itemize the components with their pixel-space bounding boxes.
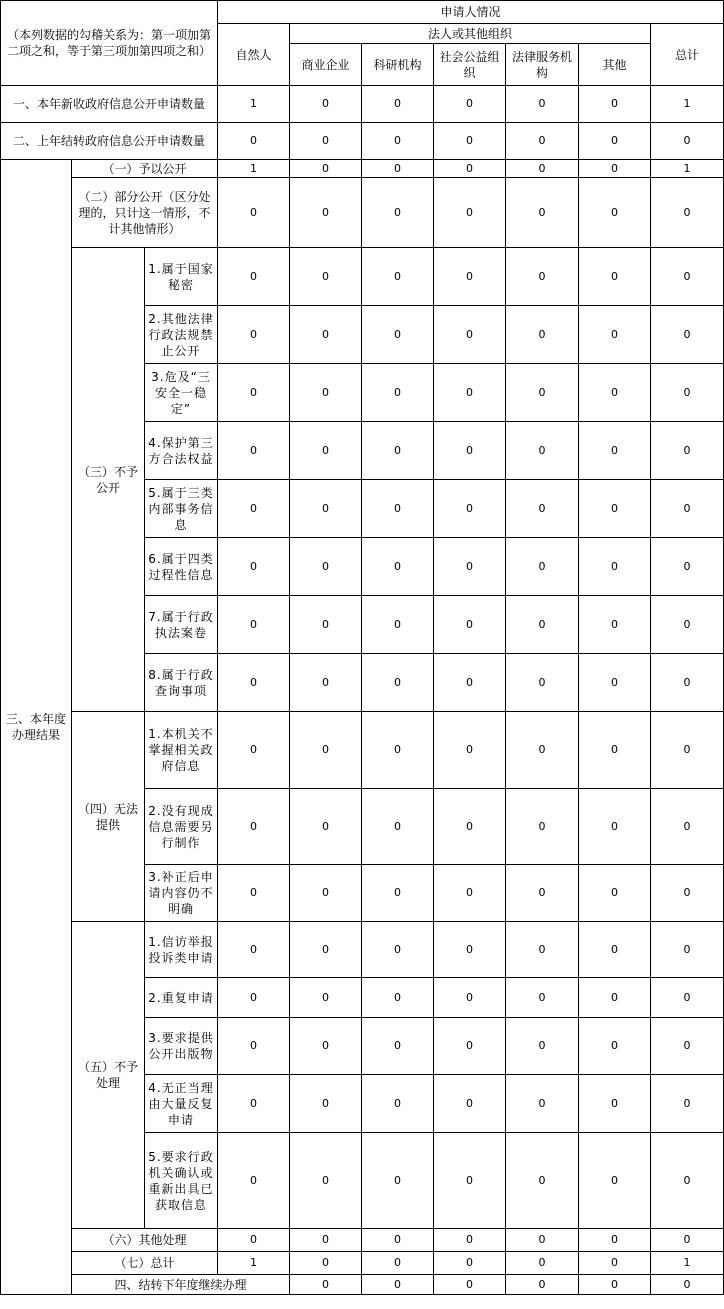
reconciliation-note: （本列数据的勾稽关系为：第一项加第二项之和，等于第三项加第四项之和） — [1, 1, 218, 86]
value-cell: 0 — [218, 1018, 290, 1075]
value-cell: 0 — [579, 538, 651, 596]
value-cell: 0 — [434, 1252, 506, 1275]
legal-group-header: 法人或其他组织 — [290, 24, 651, 44]
value-cell: 0 — [506, 160, 579, 178]
row-label: 四、结转下年度继续办理 — [72, 1275, 290, 1295]
value-cell: 0 — [651, 123, 724, 160]
value-cell: 0 — [218, 654, 290, 712]
value-cell: 0 — [362, 1229, 434, 1252]
value-cell: 0 — [651, 978, 724, 1018]
value-cell: 0 — [434, 306, 506, 364]
value-cell: 0 — [362, 789, 434, 865]
value-cell: 0 — [579, 1275, 651, 1295]
value-cell: 0 — [362, 1018, 434, 1075]
subcategory-label: 1.信访举报投诉类申请 — [145, 922, 218, 978]
value-cell: 0 — [506, 364, 579, 422]
table-row — [1, 1275, 724, 1295]
value-cell: 0 — [434, 712, 506, 789]
value-cell: 0 — [506, 1133, 579, 1229]
subcategory-label: 1.属于国家秘密 — [145, 248, 218, 306]
value-cell: 0 — [362, 1133, 434, 1229]
value-cell: 0 — [651, 1075, 724, 1133]
value-cell: 0 — [579, 922, 651, 978]
category-label: （六）其他处理 — [72, 1229, 218, 1252]
value-cell: 0 — [290, 654, 362, 712]
value-cell: 0 — [290, 789, 362, 865]
value-cell: 0 — [434, 538, 506, 596]
value-cell: 0 — [506, 1075, 579, 1133]
value-cell: 0 — [218, 1229, 290, 1252]
subcategory-label: 4.无正当理由大量反复申请 — [145, 1075, 218, 1133]
value-cell: 0 — [506, 422, 579, 480]
value-cell: 0 — [218, 978, 290, 1018]
value-cell: 0 — [290, 1133, 362, 1229]
legal-type-header: 其他 — [579, 44, 651, 86]
value-cell: 0 — [506, 1275, 579, 1295]
row-label: 一、本年新收政府信息公开申请数量 — [1, 86, 218, 123]
value-cell: 0 — [362, 1075, 434, 1133]
table-row — [1, 922, 724, 978]
value-cell: 0 — [506, 1018, 579, 1075]
value-cell: 0 — [362, 160, 434, 178]
value-cell: 0 — [290, 712, 362, 789]
value-cell: 0 — [290, 865, 362, 922]
value-cell: 0 — [506, 654, 579, 712]
row-label: 二、上年结转政府信息公开申请数量 — [1, 123, 218, 160]
value-cell: 0 — [434, 422, 506, 480]
value-cell: 0 — [218, 712, 290, 789]
value-cell: 0 — [362, 922, 434, 978]
table-row — [1, 712, 724, 789]
value-cell: 1 — [651, 160, 724, 178]
value-cell: 0 — [362, 248, 434, 306]
value-cell: 0 — [506, 789, 579, 865]
value-cell: 0 — [651, 1133, 724, 1229]
subcategory-label: 2.重复申请 — [145, 978, 218, 1018]
value-cell: 0 — [218, 306, 290, 364]
value-cell: 0 — [290, 123, 362, 160]
group-label: 三、本年度办理结果 — [1, 160, 72, 1295]
value-cell: 0 — [290, 922, 362, 978]
value-cell: 0 — [434, 1133, 506, 1229]
table-row — [1, 178, 724, 248]
value-cell: 0 — [651, 364, 724, 422]
value-cell: 0 — [506, 480, 579, 538]
value-cell: 0 — [506, 1252, 579, 1275]
value-cell: 0 — [218, 596, 290, 654]
value-cell: 0 — [434, 978, 506, 1018]
value-cell: 0 — [362, 712, 434, 789]
value-cell: 0 — [651, 865, 724, 922]
table-row — [1, 123, 724, 160]
table-row — [1, 1229, 724, 1252]
value-cell: 0 — [290, 1275, 362, 1295]
value-cell: 1 — [218, 1252, 290, 1275]
subcategory-label: 1.本机关不掌握相关政府信息 — [145, 712, 218, 789]
subcategory-label: 2.没有现成信息需要另行制作 — [145, 789, 218, 865]
subcategory-label: 3.危及“三安全一稳定” — [145, 364, 218, 422]
subcategory-label: 4.保护第三方合法权益 — [145, 422, 218, 480]
value-cell: 0 — [218, 364, 290, 422]
value-cell: 0 — [362, 978, 434, 1018]
category-label: （三）不予公开 — [72, 248, 145, 712]
value-cell: 0 — [290, 1018, 362, 1075]
value-cell: 0 — [579, 865, 651, 922]
value-cell: 0 — [579, 306, 651, 364]
value-cell: 0 — [434, 480, 506, 538]
value-cell: 0 — [218, 922, 290, 978]
value-cell: 0 — [434, 865, 506, 922]
category-label: （二）部分公开（区分处理的，只计这一情形，不计其他情形） — [72, 178, 218, 248]
value-cell: 0 — [290, 160, 362, 178]
value-cell: 0 — [506, 248, 579, 306]
value-cell: 0 — [506, 306, 579, 364]
value-cell: 0 — [579, 248, 651, 306]
value-cell: 0 — [651, 480, 724, 538]
value-cell: 0 — [506, 86, 579, 123]
value-cell: 0 — [362, 123, 434, 160]
value-cell: 0 — [651, 712, 724, 789]
value-cell: 0 — [290, 1229, 362, 1252]
value-cell: 0 — [651, 922, 724, 978]
value-cell: 0 — [579, 1018, 651, 1075]
subcategory-label: 6.属于四类过程性信息 — [145, 538, 218, 596]
value-cell: 0 — [290, 306, 362, 364]
value-cell: 0 — [579, 480, 651, 538]
value-cell: 0 — [651, 538, 724, 596]
value-cell: 0 — [362, 86, 434, 123]
value-cell: 0 — [290, 178, 362, 248]
value-cell: 0 — [434, 654, 506, 712]
value-cell: 0 — [434, 922, 506, 978]
legal-type-header: 社会公益组织 — [434, 44, 506, 86]
table-row — [1, 160, 724, 178]
value-cell: 0 — [362, 178, 434, 248]
value-cell: 0 — [506, 865, 579, 922]
value-cell: 0 — [651, 422, 724, 480]
value-cell: 0 — [579, 123, 651, 160]
value-cell: 0 — [290, 1252, 362, 1275]
value-cell: 0 — [362, 364, 434, 422]
value-cell: 0 — [218, 123, 290, 160]
value-cell: 0 — [362, 306, 434, 364]
value-cell: 0 — [290, 248, 362, 306]
value-cell: 0 — [579, 160, 651, 178]
natural-person-header: 自然人 — [218, 24, 290, 86]
value-cell: 0 — [290, 364, 362, 422]
subcategory-label: 7.属于行政执法案卷 — [145, 596, 218, 654]
applicant-info-header: 申请人情况 — [218, 1, 724, 24]
value-cell: 0 — [218, 248, 290, 306]
value-cell: 0 — [651, 1229, 724, 1252]
value-cell: 0 — [218, 538, 290, 596]
value-cell: 0 — [434, 364, 506, 422]
value-cell: 0 — [579, 596, 651, 654]
value-cell: 0 — [218, 422, 290, 480]
value-cell: 0 — [651, 1018, 724, 1075]
value-cell: 0 — [434, 248, 506, 306]
value-cell: 0 — [651, 596, 724, 654]
table-row — [1, 1252, 724, 1275]
value-cell: 0 — [434, 1075, 506, 1133]
header-row-1 — [1, 1, 724, 24]
value-cell: 0 — [290, 596, 362, 654]
value-cell: 0 — [290, 86, 362, 123]
legal-type-header: 法律服务机构 — [506, 44, 579, 86]
value-cell: 0 — [434, 86, 506, 123]
subcategory-label: 3.补正后申请内容仍不明确 — [145, 865, 218, 922]
value-cell: 0 — [579, 1133, 651, 1229]
value-cell: 0 — [579, 422, 651, 480]
value-cell: 0 — [362, 422, 434, 480]
table-body — [1, 1, 724, 1295]
value-cell: 0 — [362, 538, 434, 596]
value-cell: 0 — [579, 86, 651, 123]
value-cell: 0 — [506, 178, 579, 248]
value-cell: 0 — [290, 422, 362, 480]
value-cell: 0 — [362, 1252, 434, 1275]
value-cell: 0 — [218, 178, 290, 248]
value-cell: 0 — [362, 480, 434, 538]
value-cell: 1 — [651, 86, 724, 123]
legal-type-header: 商业企业 — [290, 44, 362, 86]
value-cell: 0 — [506, 1229, 579, 1252]
value-cell: 0 — [362, 865, 434, 922]
value-cell: 0 — [579, 1075, 651, 1133]
value-cell: 0 — [579, 712, 651, 789]
value-cell: 0 — [579, 789, 651, 865]
value-cell: 0 — [362, 1275, 434, 1295]
value-cell: 1 — [218, 86, 290, 123]
value-cell: 1 — [218, 160, 290, 178]
category-label: （七）总计 — [72, 1252, 218, 1275]
value-cell: 1 — [651, 1252, 724, 1275]
value-cell: 0 — [506, 712, 579, 789]
value-cell: 0 — [290, 480, 362, 538]
value-cell: 0 — [506, 123, 579, 160]
category-label: （一）予以公开 — [72, 160, 218, 178]
value-cell: 0 — [579, 654, 651, 712]
table-row — [1, 248, 724, 306]
value-cell: 0 — [651, 306, 724, 364]
value-cell: 0 — [434, 596, 506, 654]
value-cell: 0 — [434, 1018, 506, 1075]
value-cell: 0 — [218, 789, 290, 865]
value-cell: 0 — [218, 1133, 290, 1229]
value-cell: 0 — [218, 1075, 290, 1133]
value-cell: 0 — [434, 160, 506, 178]
total-header: 总计 — [651, 24, 724, 86]
value-cell: 0 — [506, 978, 579, 1018]
value-cell: 0 — [434, 1229, 506, 1252]
value-cell: 0 — [290, 978, 362, 1018]
subcategory-label: 5.要求行政机关确认或重新出具已获取信息 — [145, 1133, 218, 1229]
value-cell: 0 — [651, 248, 724, 306]
value-cell: 0 — [218, 865, 290, 922]
subcategory-label: 2.其他法律行政法规禁止公开 — [145, 306, 218, 364]
value-cell: 0 — [579, 978, 651, 1018]
value-cell: 0 — [579, 178, 651, 248]
value-cell: 0 — [434, 123, 506, 160]
legal-type-header: 科研机构 — [362, 44, 434, 86]
value-cell: 0 — [506, 538, 579, 596]
category-label: （五）不予处理 — [72, 922, 145, 1229]
subcategory-label: 8.属于行政查询事项 — [145, 654, 218, 712]
value-cell: 0 — [506, 596, 579, 654]
value-cell: 0 — [579, 1252, 651, 1275]
value-cell: 0 — [362, 596, 434, 654]
subcategory-label: 3.要求提供公开出版物 — [145, 1018, 218, 1075]
value-cell: 0 — [651, 1275, 724, 1295]
table-row — [1, 86, 724, 123]
value-cell: 0 — [362, 654, 434, 712]
value-cell: 0 — [579, 364, 651, 422]
value-cell: 0 — [651, 654, 724, 712]
value-cell: 0 — [651, 178, 724, 248]
value-cell: 0 — [506, 922, 579, 978]
value-cell: 0 — [579, 1229, 651, 1252]
value-cell: 0 — [434, 1275, 506, 1295]
category-label: （四）无法提供 — [72, 712, 145, 922]
value-cell: 0 — [434, 178, 506, 248]
value-cell: 0 — [434, 789, 506, 865]
value-cell: 0 — [290, 538, 362, 596]
value-cell: 0 — [218, 480, 290, 538]
value-cell: 0 — [651, 789, 724, 865]
subcategory-label: 5.属于三类内部事务信息 — [145, 480, 218, 538]
value-cell: 0 — [290, 1075, 362, 1133]
